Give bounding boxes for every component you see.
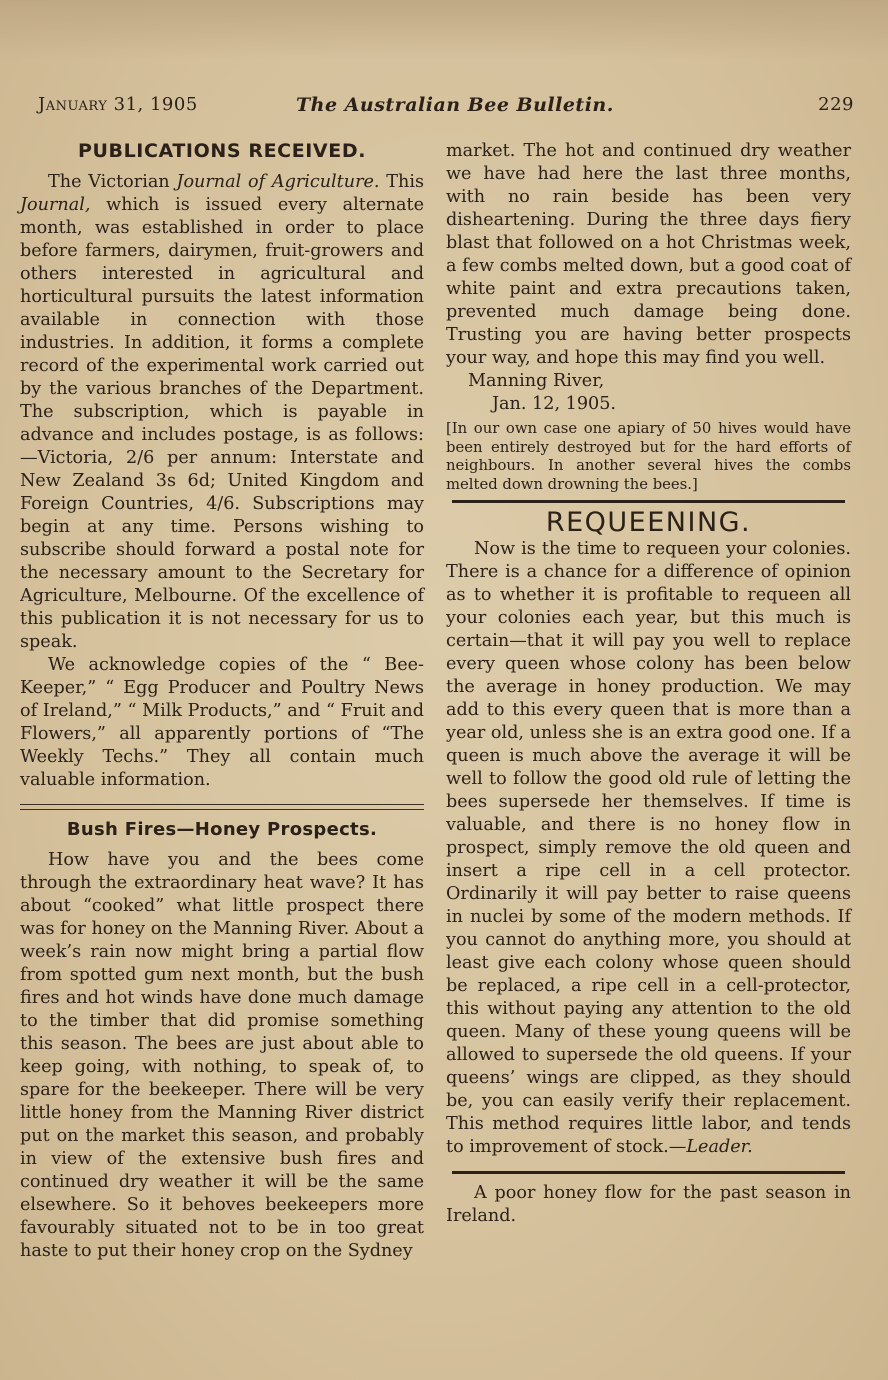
- requeening-paragraph: [446, 538, 851, 1159]
- journal-title: The Australian Bee Bulletin.: [296, 94, 614, 116]
- left-column: [20, 140, 424, 1263]
- publications-paragraph-2: We acknowledge copies of the “ Bee-Keeper,” “ Egg Producer and Poultry News of Ireland,” “ Milk Products,” and “ Fruit and Flowers,” all apparently portions of “The Weekly Techs.” They all contain much valuable information.: [20, 655, 424, 790]
- requeening-article: [446, 507, 851, 1159]
- bush-fires-heading: Bush Fires—Honey Prospects.: [66, 819, 378, 840]
- bush-fires-article: [20, 818, 424, 1263]
- publications-paragraph-1: [20, 171, 424, 654]
- ireland-note: A poor honey flow for the past season in Ireland.: [446, 1183, 851, 1226]
- text-run: This: [379, 172, 424, 192]
- page-edge-shadow: [0, 0, 888, 60]
- text-run: Now is the time to requeen your colonies. There is a chance for a difference of opinion as to whether it is profitable to requeen all your colonies each year, but this much is certain—that it will pay you well to replace every queen whose colony has been below the average in honey production. We may add to this every queen that is more than a year old, unless she is an extra good one. If a queen is much above the average it will be well to follow the good old rule of letting the bees supersede her themselves. If time is valuable, and there is no honey flow in prospect, simply remove the old queen and insert a ripe cell in a cell protector. Ordinarily it will pay better to raise queens in nuclei by some of the modern methods. If you cannot do anything more, you should at least give each colony whose queen should be replaced, a ripe cell in a cell-protector, this without paying any attention to the old queen. Many of these young queens will be allowed to supersede the old queens. If your queens’ wings are clipped, as they should be, you can easily verify their replacement. This method requires little labor, and tends to improvement of stock.: [446, 539, 851, 1157]
- bush-fires-paragraph-1: How have you and the bees come through the extraordinary heat wave? It has about “cooked” what little prospect there was for honey on the Manning River. About a week’s rain now might bring a partial flow from spotted gum next month, but the bush fires and hot winds have done much damage to the timber that did promise something this season. The bees are just about able to keep going, with nothing, to speak of, to spare for the beekeeper. There will be very little honey from the Manning River district put on the market this season, and probably in view of the extensive bush fires and continued dry weather it will be the same elsewhere. So it behoves beekeepers more favourably situated not to be in too great haste to put their honey crop on the Sydney: [20, 850, 424, 1261]
- running-header: [38, 94, 854, 120]
- text-run: The Victorian: [48, 172, 177, 192]
- page-number: 229: [818, 94, 854, 115]
- section-divider-thick: [452, 500, 845, 503]
- section-divider-thick: [452, 1171, 845, 1174]
- source-credit: —Leader.: [668, 1137, 753, 1157]
- section-divider: [20, 804, 424, 810]
- requeening-heading: REQUEENING.: [545, 507, 752, 538]
- journal-word-italic: Journal,: [20, 195, 91, 215]
- issue-date: January 31, 1905: [38, 94, 198, 115]
- publications-heading: PUBLICATIONS RECEIVED.: [77, 140, 367, 162]
- text-run: which is issued every alternate month, was established in order to place before farmers, dairymen, fruit-growers and others interested in agricultural and horticultural pursuits the latest information available in connection with those industries. In addition, it forms a complete record of the experimental work carried out by the various branches of the Department. The subscription, which is payable in advance and includes postage, is as follows:—Victoria, 2/6 per annum: Interstate and New Zealand 3s 6d; United Kingdom and Foreign Countries, 4/6. Subscriptions may begin at any time. Persons wishing to subscribe should forward a postal note for the necessary amount to the Secretary for Agriculture, Melbourne. Of the excellence of this publication it is not necessary for us to speak.: [20, 195, 424, 652]
- journal-name-italic: Journal of Agriculture.: [176, 172, 380, 192]
- right-column: [446, 140, 851, 1228]
- editorial-note: [In our own case one apiary of 50 hives would have been entirely destroyed but for the hard efforts of neighbours. In another several hives the combs melted down drowning the bees.]: [446, 420, 851, 493]
- bush-fires-paragraph-continued: market. The hot and continued dry weather we have had here the last three months, with no rain beside has been very disheartening. During the three days fiery blast that followed on a hot Christmas week, a few combs melted down, but a good coat of white paint and extra precautions taken, prevented much damage being done. Trusting you are having better prospects your way, and hope this may find you well.: [446, 141, 851, 368]
- signoff-date: Jan. 12, 1905.: [492, 394, 616, 414]
- publications-article: [20, 140, 424, 792]
- signoff-place: Manning River,: [468, 371, 605, 391]
